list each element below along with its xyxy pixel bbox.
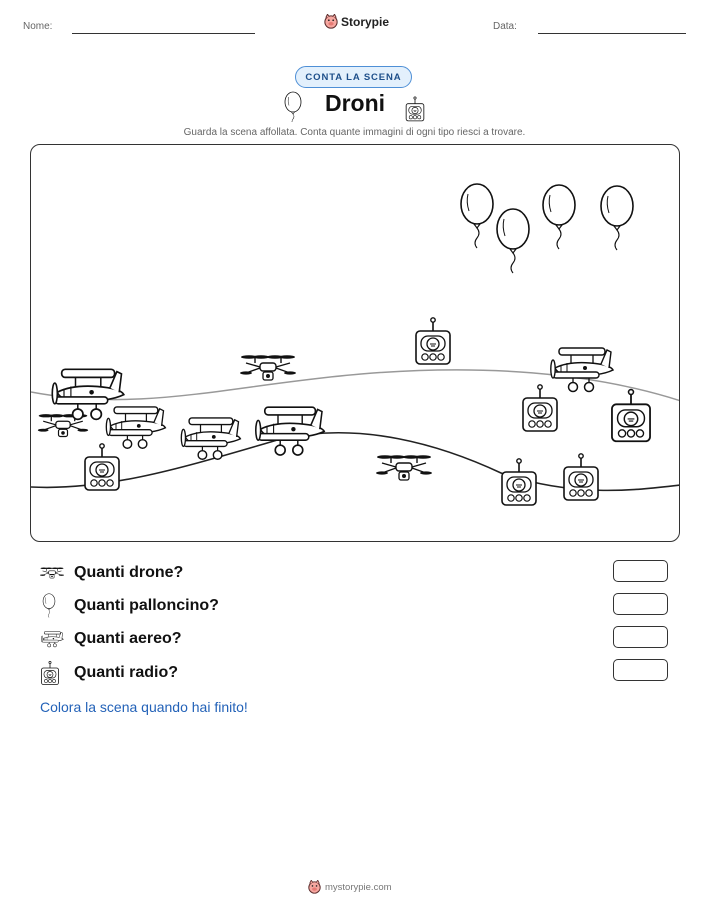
answer-box-airplane[interactable] (613, 626, 668, 648)
counting-scene (30, 144, 680, 542)
scene-illustration (31, 145, 680, 542)
radio-group (85, 318, 650, 505)
question-text: Quanti aereo? (74, 630, 182, 647)
question-text: Quanti drone? (74, 564, 184, 581)
airplane-icon (40, 628, 64, 650)
brand-text: Storypie (341, 15, 390, 29)
page-title: Droni (324, 90, 386, 116)
question-row-airplane (40, 627, 182, 651)
question-row-balloon (40, 594, 219, 618)
radio-icon (40, 660, 60, 686)
activity-badge: CONTA LA SCENA (295, 66, 412, 88)
footer-url: mystorypie.com (325, 882, 392, 893)
date-line[interactable] (538, 33, 686, 34)
question-row-drone (40, 561, 183, 585)
answer-box-drone[interactable] (613, 560, 668, 582)
brand-logo (324, 14, 389, 30)
balloon-group (461, 184, 633, 273)
answer-box-radio[interactable] (613, 659, 668, 681)
question-text: Quanti radio? (74, 664, 178, 681)
answer-box-balloon[interactable] (613, 593, 668, 615)
footer (308, 880, 392, 895)
radio-icon (404, 95, 426, 127)
date-label: Data: (493, 21, 517, 32)
balloon-icon (40, 593, 58, 619)
name-line[interactable] (72, 33, 255, 34)
name-label: Nome: (23, 21, 53, 32)
coloring-note: Colora la scena quando hai finito! (40, 699, 248, 715)
instructions: Guarda la scena affollata. Conta quante immagini di ogni tipo riesci a trovare. (183, 127, 526, 138)
drone-icon (40, 563, 64, 583)
question-text: Quanti palloncino? (74, 597, 219, 614)
question-row-radio (40, 661, 178, 685)
pig-logo-icon (308, 880, 321, 895)
pig-logo-icon (324, 14, 338, 30)
